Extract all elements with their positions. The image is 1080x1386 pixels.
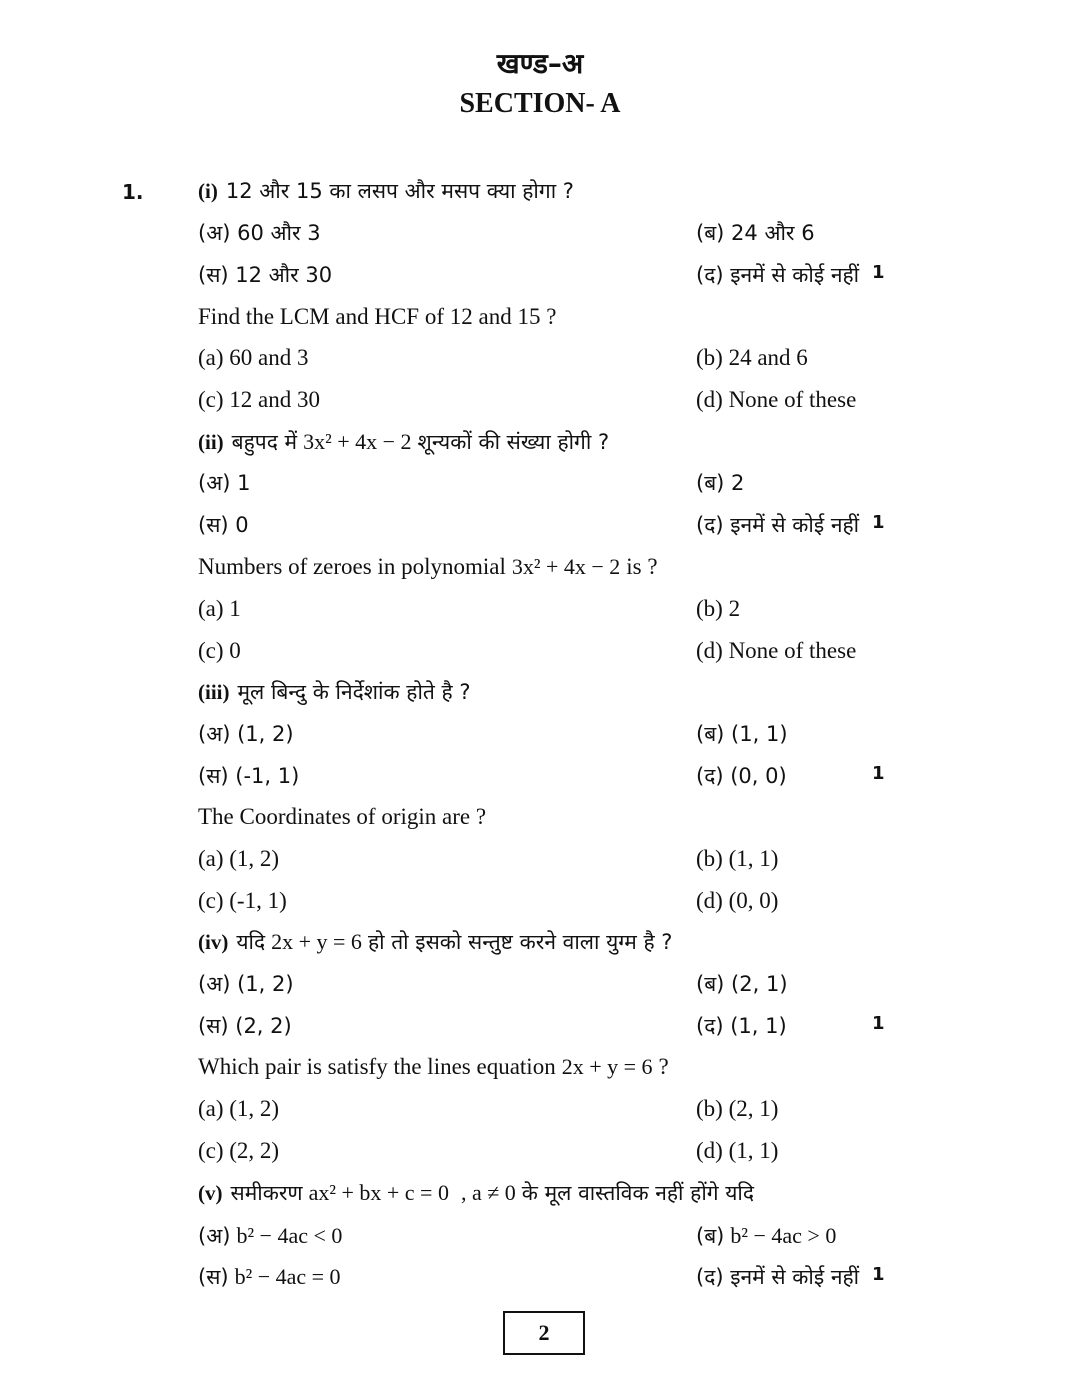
q5-question-hindi-post: के मूल वास्तविक नहीं होंगे यदि [521,1181,755,1205]
q3-label: (iii) [198,680,230,704]
q4-option-b-english: (b) (2, 1) [696,1096,779,1121]
section-title-hindi: खण्ड–अ [496,47,584,80]
q5-option-a-label: (अ) [198,1224,231,1248]
q5-text-hindi [198,1176,754,1210]
q4-options-row2-hindi [198,1009,787,1043]
q3-marks: 1 [872,763,885,784]
q5-label: (v) [198,1181,223,1205]
q4-options-row1-hindi [198,967,788,1001]
q3-option-d-english: (d) (0, 0) [696,888,779,913]
q2-options-row1-hindi [198,466,745,500]
q4-option-d-hindi: (द) (1, 1) [696,1014,787,1038]
q3-option-c-hindi: (स) (-1, 1) [198,764,300,788]
q1-option-c-hindi: (स) 12 और 30 [198,263,333,287]
q2-polynomial: 3x² + 4x − 2 [303,429,412,454]
q2-polynomial-english: 3x² + 4x − 2 [511,554,621,579]
q4-label: (iv) [198,930,229,954]
q5-marks: 1 [872,1264,885,1285]
q1-question-english: Find the LCM and HCF of 12 and 15 ? [198,304,557,329]
q2-question-english-pre: Numbers of zeroes in polynomial [198,554,506,579]
q2-text-english [198,550,658,584]
q2-option-c-english: (c) 0 [198,638,241,663]
q4-text-hindi [198,925,672,959]
q2-marks: 1 [872,512,885,533]
q5-options-row1 [198,1219,837,1253]
q5-question-hindi-pre: समीकरण [230,1181,303,1205]
q3-options-row1-english [198,842,779,876]
q1-text-hindi [198,174,574,208]
q2-question-hindi-pre: बहुपद में [231,430,298,454]
q1-option-a-english: (a) 60 and 3 [198,345,309,370]
q1-option-b-hindi: (ब) 24 और 6 [696,221,815,245]
q1-options-row2-hindi [198,258,898,292]
q4-options-row2-english [198,1134,779,1168]
q4-marks: 1 [872,1013,885,1034]
q4-option-a-hindi: (अ) (1, 2) [198,972,294,996]
q2-question-english-post: is ? [626,554,658,579]
q1-options-row1-english [198,341,808,375]
q3-text-hindi [198,675,471,709]
q4-option-c-english: (c) (2, 2) [198,1138,280,1163]
q2-option-a-hindi: (अ) 1 [198,471,251,495]
q3-option-b-english: (b) (1, 1) [696,846,779,871]
q2-option-a-english: (a) 1 [198,596,241,621]
q1-option-a-hindi: (अ) 60 और 3 [198,221,321,245]
q1-label: (i) [198,179,218,203]
q4-option-b-hindi: (ब) (2, 1) [696,972,788,996]
q5-option-c-label: (स) [198,1265,229,1289]
q1-option-d-hindi: (द) इनमें से कोई नहीं [696,263,860,287]
q2-options-row2-hindi [198,508,860,542]
q3-options-row1-hindi [198,717,788,751]
q2-option-d-hindi: (द) इनमें से कोई नहीं [696,513,860,537]
q3-option-c-english: (c) (-1, 1) [198,888,287,913]
q5-option-a: b² − 4ac < 0 [236,1223,343,1248]
q5-equation: ax² + bx + c = 0 [308,1180,449,1205]
q3-option-a-hindi: (अ) (1, 2) [198,722,294,746]
q4-option-c-hindi: (स) (2, 2) [198,1014,292,1038]
q2-option-b-english: (b) 2 [696,596,741,621]
q1-options-row2-english [198,383,857,417]
q5-option-c: b² − 4ac = 0 [234,1264,341,1289]
q5-option-b: b² − 4ac > 0 [730,1223,837,1248]
q4-question-hindi-post: हो तो इसको सन्तुष्ट करने वाला युग्म है ? [367,930,673,954]
q1-option-b-english: (b) 24 and 6 [696,345,808,370]
q2-option-c-hindi: (स) 0 [198,513,249,537]
q1-options-row1-hindi [198,216,815,250]
q5-option-b-label: (ब) [696,1224,725,1248]
q1-marks: 1 [872,262,885,283]
q1-option-c-english: (c) 12 and 30 [198,387,320,412]
q1-option-d-english: (d) None of these [696,387,857,412]
q3-options-row2-hindi [198,759,787,793]
q2-option-d-english: (d) None of these [696,638,857,663]
q2-options-row2-english [198,634,857,668]
q4-question-hindi-pre: यदि [236,930,266,954]
q3-question-english: The Coordinates of origin are ? [198,804,487,829]
q4-equation-english: 2x + y = 6 [561,1054,653,1079]
q5-option-d-hindi: (द) इनमें से कोई नहीं [696,1265,860,1289]
q2-question-hindi-post: शून्यकों की संख्या होगी ? [417,430,610,454]
q4-option-d-english: (d) (1, 1) [696,1138,779,1163]
question-number: 1. [122,180,144,204]
q4-options-row1-english [198,1092,779,1126]
q4-text-english [198,1050,669,1084]
q4-question-english-post: ? [658,1054,669,1079]
q5-condition: , a ≠ 0 [460,1180,516,1205]
q4-option-a-english: (a) (1, 2) [198,1096,280,1121]
q4-equation: 2x + y = 6 [271,929,362,954]
q3-question-hindi: मूल बिन्दु के निर्देशांक होते है ? [237,680,471,704]
q3-options-row2-english [198,884,779,918]
q1-question-hindi: 12 और 15 का लसप और मसप क्या होगा ? [225,179,574,203]
q3-option-d-hindi: (द) (0, 0) [696,764,787,788]
q3-option-b-hindi: (ब) (1, 1) [696,722,788,746]
q3-option-a-english: (a) (1, 2) [198,846,280,871]
section-title-english: SECTION- A [459,88,621,119]
page-number: 2 [503,1311,585,1355]
q2-label: (ii) [198,430,224,454]
q2-options-row1-english [198,592,741,626]
q5-options-row2 [198,1260,860,1294]
q2-option-b-hindi: (ब) 2 [696,471,745,495]
q4-question-english-pre: Which pair is satisfy the lines equation [198,1054,556,1079]
q2-text-hindi [198,425,609,459]
